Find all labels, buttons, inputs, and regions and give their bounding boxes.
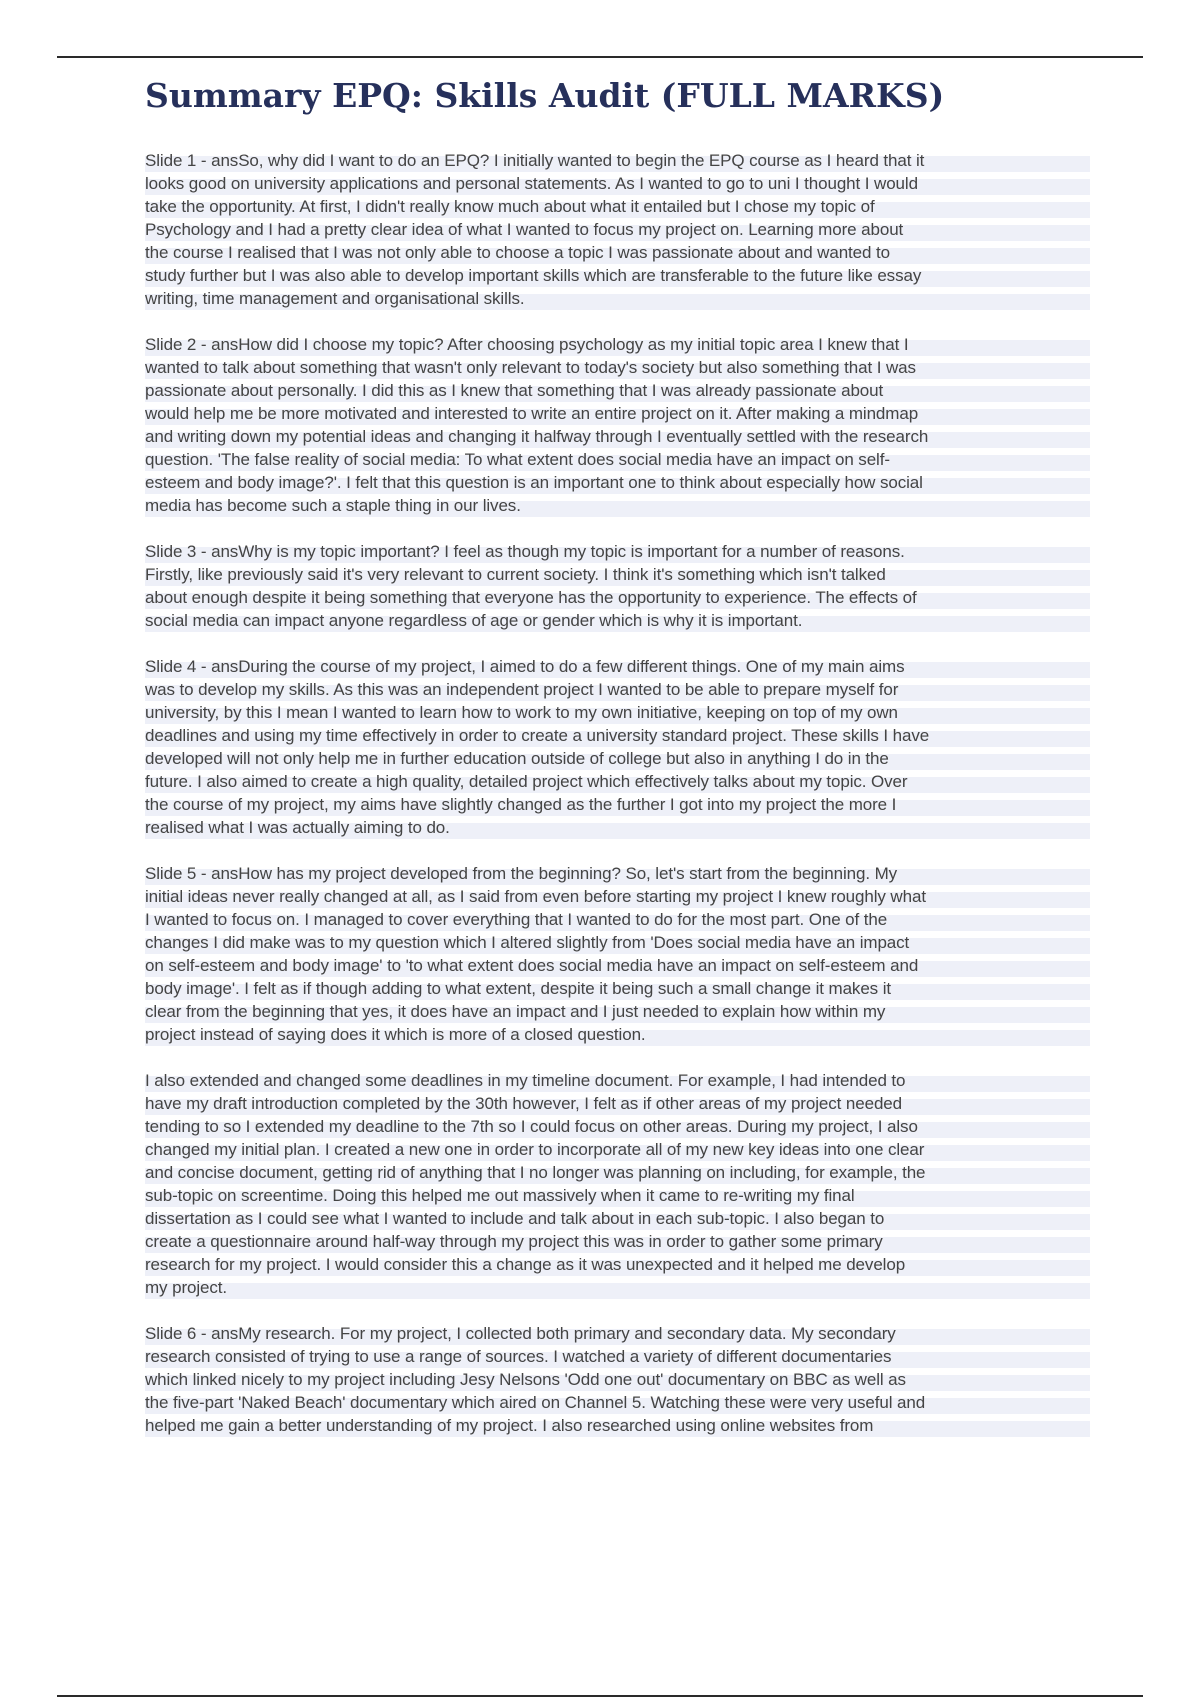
text-line: Slide 1 - ansSo, why did I want to do an EPQ? I initially wanted to begin the EPQ course as I heard that it (145, 149, 1090, 172)
text-line: Slide 4 - ansDuring the course of my project, I aimed to do a few different things. One of my main aims (145, 655, 1090, 678)
paragraph-7 (145, 1322, 1090, 1437)
text-line: university, by this I mean I wanted to learn how to work to my own initiative, keeping on top of my own (145, 701, 1090, 724)
text-line: was to develop my skills. As this was an independent project I wanted to be able to prepare myself for (145, 678, 1090, 701)
text-line: on self-esteem and body image' to 'to what extent does social media have an impact on self-esteem and (145, 954, 1090, 977)
text-line: which linked nicely to my project including Jesy Nelsons 'Odd one out' documentary on BBC as well as (145, 1368, 1090, 1391)
text-line: social media can impact anyone regardless of age or gender which is why it is important. (145, 609, 1090, 632)
text-line: future. I also aimed to create a high quality, detailed project which effectively talks about my topic. Over (145, 770, 1090, 793)
text-line: research for my project. I would consider this a change as it was unexpected and it helped me develop (145, 1253, 1090, 1276)
text-line: writing, time management and organisational skills. (145, 287, 1090, 310)
text-line: would help me be more motivated and interested to write an entire project on it. After making a mindmap (145, 402, 1090, 425)
text-line: changed my initial plan. I created a new one in order to incorporate all of my new key ideas into one clear (145, 1138, 1090, 1161)
text-line: wanted to talk about something that wasn't only relevant to today's society but also something that I was (145, 356, 1090, 379)
text-line: helped me gain a better understanding of my project. I also researched using online websites from (145, 1414, 1090, 1437)
text-line: deadlines and using my time effectively in order to create a university standard project. These skills I have (145, 724, 1090, 747)
text-line: tending to so I extended my deadline to the 7th so I could focus on other areas. During my project, I also (145, 1115, 1090, 1138)
text-line: Slide 3 - ansWhy is my topic important? I feel as though my topic is important for a number of reasons. (145, 540, 1090, 563)
text-line: Slide 6 - ansMy research. For my project, I collected both primary and secondary data. My secondary (145, 1322, 1090, 1345)
text-line: I also extended and changed some deadlines in my timeline document. For example, I had intended to (145, 1069, 1090, 1092)
text-line: passionate about personally. I did this as I knew that something that I was already passionate about (145, 379, 1090, 402)
text-line: and concise document, getting rid of anything that I no longer was planning on including, for example, the (145, 1161, 1090, 1184)
document-title: Summary EPQ: Skills Audit (FULL MARKS) (145, 76, 945, 115)
text-line: esteem and body image?'. I felt that this question is an important one to think about especially how social (145, 471, 1090, 494)
paragraph-1 (145, 149, 1090, 310)
text-line: initial ideas never really changed at all, as I said from even before starting my project I knew roughly what (145, 885, 1090, 908)
text-line: the course of my project, my aims have slightly changed as the further I got into my project the more I (145, 793, 1090, 816)
text-line: study further but I was also able to develop important skills which are transferable to the future like essay (145, 264, 1090, 287)
text-line: my project. (145, 1276, 1090, 1299)
bottom-divider (57, 1695, 1143, 1697)
text-line: have my draft introduction completed by the 30th however, I felt as if other areas of my project needed (145, 1092, 1090, 1115)
text-line: sub-topic on screentime. Doing this helped me out massively when it came to re-writing my final (145, 1184, 1090, 1207)
text-line: the five-part 'Naked Beach' documentary which aired on Channel 5. Watching these were very useful and (145, 1391, 1090, 1414)
document-content (145, 70, 1090, 1460)
text-line: Slide 2 - ansHow did I choose my topic? After choosing psychology as my initial topic area I knew that I (145, 333, 1090, 356)
text-line: project instead of saying does it which is more of a closed question. (145, 1023, 1090, 1046)
text-line: changes I did make was to my question which I altered slightly from 'Does social media have an impact (145, 931, 1090, 954)
text-line: I wanted to focus on. I managed to cover everything that I wanted to do for the most part. One of the (145, 908, 1090, 931)
paragraph-5 (145, 862, 1090, 1046)
text-line: media has become such a staple thing in our lives. (145, 494, 1090, 517)
text-line: research consisted of trying to use a range of sources. I watched a variety of different documentaries (145, 1345, 1090, 1368)
paragraph-3 (145, 540, 1090, 632)
text-line: take the opportunity. At first, I didn't really know much about what it entailed but I chose my topic of (145, 195, 1090, 218)
top-divider (57, 56, 1143, 58)
text-line: dissertation as I could see what I wanted to include and talk about in each sub-topic. I also began to (145, 1207, 1090, 1230)
text-line: body image'. I felt as if though adding to what extent, despite it being such a small change it makes it (145, 977, 1090, 1000)
document-body (145, 149, 1090, 1437)
text-line: realised what I was actually aiming to do. (145, 816, 1090, 839)
text-line: Firstly, like previously said it's very relevant to current society. I think it's something which isn't talked (145, 563, 1090, 586)
text-line: about enough despite it being something that everyone has the opportunity to experience. The effects of (145, 586, 1090, 609)
text-line: question. 'The false reality of social media: To what extent does social media have an impact on self- (145, 448, 1090, 471)
paragraph-6 (145, 1069, 1090, 1299)
text-line: and writing down my potential ideas and changing it halfway through I eventually settled with the research (145, 425, 1090, 448)
text-line: clear from the beginning that yes, it does have an impact and I just needed to explain how within my (145, 1000, 1090, 1023)
text-line: developed will not only help me in further education outside of college but also in anything I do in the (145, 747, 1090, 770)
paragraph-4 (145, 655, 1090, 839)
text-line: looks good on university applications and personal statements. As I wanted to go to uni I thought I would (145, 172, 1090, 195)
text-line: create a questionnaire around half-way through my project this was in order to gather some primary (145, 1230, 1090, 1253)
text-line: Psychology and I had a pretty clear idea of what I wanted to focus my project on. Learning more about (145, 218, 1090, 241)
text-line: Slide 5 - ansHow has my project developed from the beginning? So, let's start from the beginning. My (145, 862, 1090, 885)
text-line: the course I realised that I was not only able to choose a topic I was passionate about and wanted to (145, 241, 1090, 264)
paragraph-2 (145, 333, 1090, 517)
